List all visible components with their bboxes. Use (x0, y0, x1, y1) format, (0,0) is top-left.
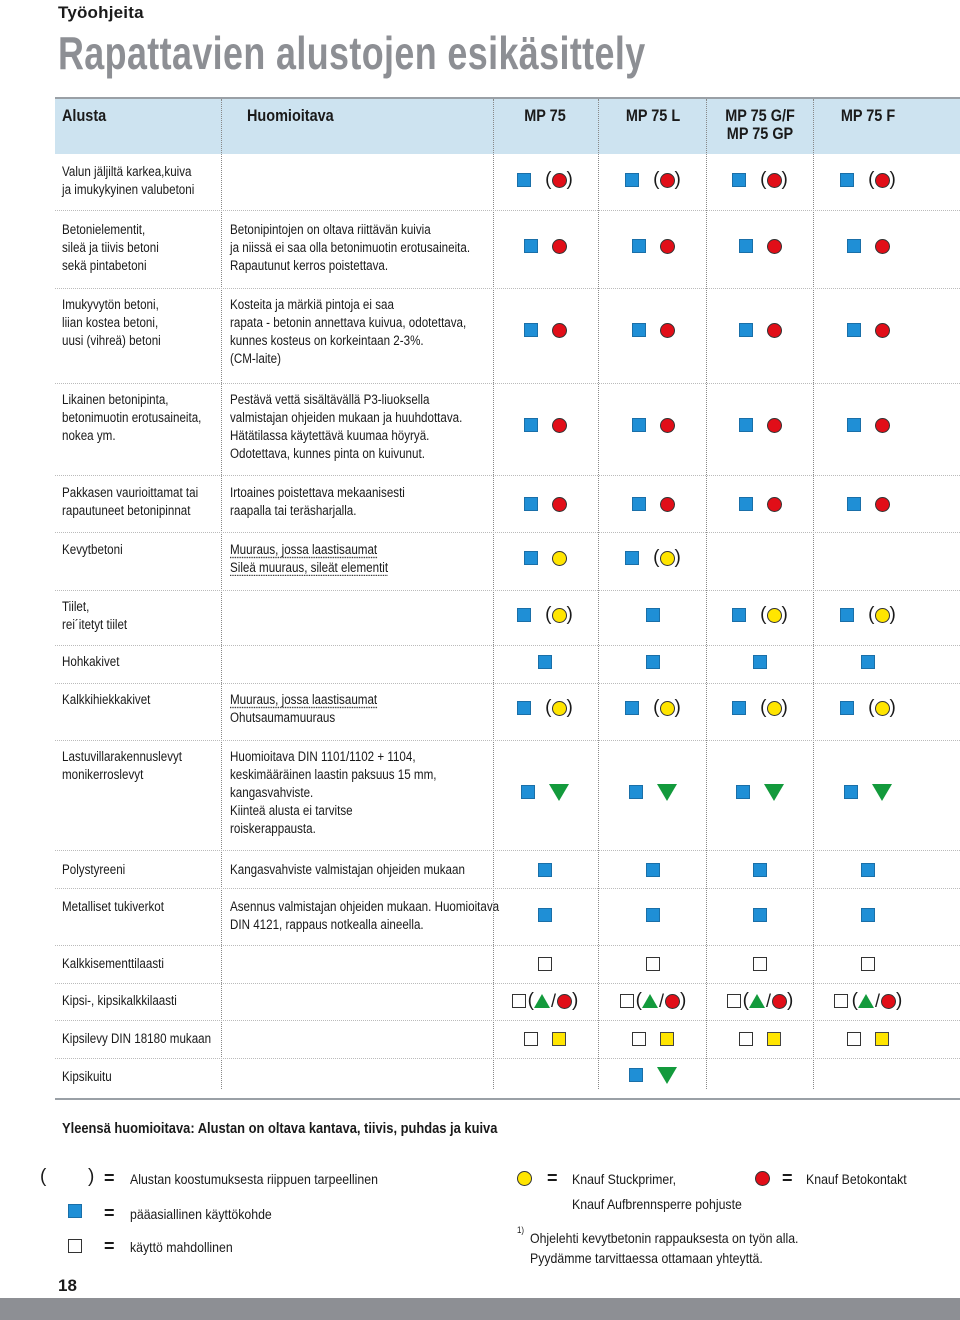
symbol-cell-mp75l (603, 903, 703, 927)
hollow-square-icon (538, 957, 552, 971)
column-divider (706, 99, 707, 1089)
red-circle-icon (660, 323, 675, 338)
symbol-cell-mp75gf (710, 780, 810, 804)
red-circle-icon (767, 173, 782, 188)
page-title: Rapattavien alustojen esikäsittely (58, 27, 646, 79)
substrate-label: Kipsikuitu (62, 1069, 112, 1084)
consideration-text: Muuraus, jossa laastisaumat Sileä muuraus, sileät elementit (230, 542, 389, 575)
row-divider (55, 532, 960, 533)
symbol-cell-mp75l: ( ) (603, 546, 703, 570)
substrate-label: Imukyvytön betoni, liian kostea betoni, uusi (vihreä) betoni (62, 297, 161, 348)
blue-square-icon (517, 173, 531, 187)
symbol-cell-mp75f: ( ) (818, 168, 918, 192)
symbol-cell-mp75f: ( ) (818, 696, 918, 720)
green-triangle-icon (642, 994, 658, 1008)
green-triangle-icon (657, 784, 677, 801)
symbol-cell-mp75gf (710, 234, 810, 258)
yellow-square-icon (660, 1032, 674, 1046)
symbol-cell-mp75l (603, 234, 703, 258)
blue-square-icon (538, 655, 552, 669)
red-circle-icon (875, 173, 890, 188)
symbol-cell-mp75f (818, 952, 918, 976)
green-triangle-icon (534, 994, 550, 1008)
hollow-square-icon (632, 1032, 646, 1046)
yellow-circle-icon (767, 701, 782, 716)
red-circle-icon (772, 994, 787, 1009)
symbol-cell-mp75gf (710, 903, 810, 927)
red-circle-icon (767, 239, 782, 254)
blue-square-icon (632, 418, 646, 432)
legend-paren-close: ) (88, 1166, 95, 1187)
symbol-cell-mp75gf (710, 492, 810, 516)
red-circle-icon (552, 239, 567, 254)
symbol-cell-mp75f: ( ) (818, 603, 918, 627)
substrate-label: Pakkasen vaurioittamat tai rapautuneet betonipinnat (62, 485, 199, 518)
red-circle-icon (875, 418, 890, 433)
hollow-square-icon (646, 957, 660, 971)
section-label: Työohjeita (58, 3, 144, 22)
blue-square-icon (646, 863, 660, 877)
symbol-cell-mp75gf (710, 318, 810, 342)
symbol-cell-mp75f (818, 858, 918, 882)
blue-square-icon (847, 323, 861, 337)
legend-equals: = (104, 1236, 115, 1256)
yellow-circle-icon (660, 551, 675, 566)
footer-bar (0, 1298, 960, 1320)
row-divider (55, 888, 960, 889)
column-divider (493, 99, 494, 1089)
substrate-label: Lastuvillarakennuslevyt monikerroslevyt (62, 749, 183, 782)
symbol-cell-mp75f: ( / ) (818, 989, 918, 1013)
red-circle-icon (552, 173, 567, 188)
symbol-cell-mp75l (603, 492, 703, 516)
symbol-cell-mp75: ( ) (495, 603, 595, 627)
blue-square-icon (732, 608, 746, 622)
row-divider (55, 475, 960, 476)
row-divider (55, 983, 960, 984)
hollow-square-icon (524, 1032, 538, 1046)
consideration-text: Asennus valmistajan ohjeiden mukaan. Huomioitava DIN 4121, rappaus notkealla aineella. (230, 899, 500, 932)
row-divider (55, 683, 960, 684)
general-note: Yleensä huomioitava: Alustan on oltava kantava, tiivis, puhdas ja kuiva (62, 1120, 498, 1137)
blue-square-icon (625, 551, 639, 565)
col-header-mp75gf: MP 75 G/F (725, 106, 795, 125)
table-bottom-rule (55, 1098, 960, 1100)
col-header-mp75f: MP 75 F (840, 106, 896, 125)
blue-square-icon (861, 655, 875, 669)
blue-square-icon (646, 908, 660, 922)
consideration-text: Betonipintojen on oltava riittävän kuivia ja niissä ei saa olla betonimuotin erotusaineita. Rapautunut kerros poistettava. (230, 222, 471, 273)
blue-square-icon (739, 323, 753, 337)
symbol-cell-mp75l (603, 858, 703, 882)
symbol-cell-mp75 (495, 780, 595, 804)
blue-square-icon (847, 497, 861, 511)
consideration-text: Huomioitava DIN 1101/1102 + 1104, keskimääräinen laastin paksuus 15 mm, kangasvahviste. Kiinteä alusta ei tarvitse roiskerappausta. (230, 749, 437, 836)
blue-square-icon (524, 239, 538, 253)
blue-square-icon (736, 785, 750, 799)
symbol-cell-mp75 (495, 858, 595, 882)
symbol-cell-mp75l (603, 952, 703, 976)
substrate-label: Valun jäljiltä karkea,kuiva ja imukykyinen valubetoni (62, 164, 195, 197)
yellow-circle-icon (767, 608, 782, 623)
yellow-circle-icon (875, 608, 890, 623)
symbol-cell-mp75gf: ( ) (710, 696, 810, 720)
yellow-circle-icon (660, 701, 675, 716)
blue-square-icon (753, 908, 767, 922)
blue-square-icon (625, 701, 639, 715)
yellow-square-icon (767, 1032, 781, 1046)
blue-square-icon (524, 497, 538, 511)
symbol-cell-mp75 (495, 903, 595, 927)
legend-equals: = (782, 1168, 793, 1188)
symbol-cell-mp75gf (710, 650, 810, 674)
consideration-text: Kangasvahviste valmistajan ohjeiden mukaan (230, 862, 465, 877)
blue-square-icon (861, 863, 875, 877)
substrate-label: Tiilet, rei´itetyt tiilet (62, 599, 128, 632)
symbol-cell-mp75: ( / ) (495, 989, 595, 1013)
symbol-cell-mp75l (603, 1063, 703, 1087)
row-divider (55, 1020, 960, 1021)
col-header-alusta: Alusta (62, 106, 107, 125)
symbol-cell-mp75f (818, 413, 918, 437)
symbol-cell-mp75 (495, 650, 595, 674)
symbol-cell-mp75 (495, 492, 595, 516)
green-triangle-icon (657, 1067, 677, 1084)
symbol-cell-mp75gf (710, 413, 810, 437)
consideration-text: Irtoaines poistettava mekaanisesti raapalla tai teräsharjalla. (230, 485, 405, 518)
col-header-mp75gp: MP 75 GP (726, 124, 794, 143)
row-divider (55, 210, 960, 211)
yellow-circle-icon (552, 551, 567, 566)
symbol-cell-mp75f (818, 234, 918, 258)
substrate-label: Kevytbetoni (62, 542, 123, 557)
symbol-cell-mp75f (818, 492, 918, 516)
blue-square-icon (847, 418, 861, 432)
red-circle-icon (755, 1171, 770, 1186)
symbol-cell-mp75l (603, 1027, 703, 1051)
red-circle-icon (881, 994, 896, 1009)
hollow-square-icon (834, 994, 848, 1008)
hollow-square-icon (620, 994, 634, 1008)
hollow-square-icon (847, 1032, 861, 1046)
consideration-text: Kosteita ja märkiä pintoja ei saa rapata - betonin annettava kuivua, odotettava, kunnes kosteus on korkeintaan 2-3%. (CM-laite) (230, 297, 467, 366)
legend-yellow-circle-text: Knauf Stuckprimer, (572, 1171, 677, 1187)
yellow-circle-icon (517, 1171, 532, 1186)
symbol-cell-mp75 (495, 952, 595, 976)
red-circle-icon (875, 239, 890, 254)
blue-square-icon (753, 655, 767, 669)
blue-square-icon (732, 701, 746, 715)
blue-square-icon (847, 239, 861, 253)
red-circle-icon (660, 239, 675, 254)
symbol-cell-mp75l (603, 780, 703, 804)
blue-square-icon (538, 908, 552, 922)
symbol-cell-mp75l (603, 413, 703, 437)
symbol-cell-mp75 (495, 318, 595, 342)
hollow-square-icon (861, 957, 875, 971)
yellow-circle-icon (552, 701, 567, 716)
symbol-cell-mp75gf (710, 858, 810, 882)
symbol-cell-mp75l (603, 603, 703, 627)
symbol-cell-mp75gf (710, 952, 810, 976)
symbol-cell-mp75l (603, 318, 703, 342)
blue-square-icon (538, 863, 552, 877)
legend-hollow-square-text: käyttö mahdollinen (130, 1239, 233, 1255)
col-header-huomioitava: Huomioitava (247, 106, 334, 125)
yellow-square-icon (552, 1032, 566, 1046)
row-divider (55, 288, 960, 289)
symbol-cell-mp75 (495, 1027, 595, 1051)
row-divider (55, 590, 960, 591)
symbol-cell-mp75f (818, 318, 918, 342)
blue-square-icon (840, 608, 854, 622)
substrate-label: Polystyreeni (62, 862, 126, 877)
red-circle-icon (665, 994, 680, 1009)
green-triangle-icon (549, 784, 569, 801)
red-circle-icon (767, 323, 782, 338)
symbol-cell-mp75gf: ( / ) (710, 989, 810, 1013)
legend-paren-open: ( (40, 1166, 47, 1187)
red-circle-icon (552, 323, 567, 338)
symbol-cell-mp75f (818, 903, 918, 927)
blue-square-icon (646, 655, 660, 669)
blue-square-icon (521, 785, 535, 799)
symbol-cell-mp75l: ( ) (603, 696, 703, 720)
blue-square-icon (844, 785, 858, 799)
col-header-mp75: MP 75 (524, 106, 566, 125)
red-circle-icon (767, 418, 782, 433)
red-circle-icon (660, 418, 675, 433)
blue-square-icon (840, 173, 854, 187)
symbol-cell-mp75 (495, 546, 595, 570)
column-divider (598, 99, 599, 1089)
green-triangle-icon (749, 994, 765, 1008)
blue-square-icon (632, 239, 646, 253)
blue-square-icon (632, 323, 646, 337)
green-triangle-icon (764, 784, 784, 801)
symbol-cell-mp75l (603, 650, 703, 674)
blue-square-icon (68, 1204, 82, 1218)
legend-blue-square-text: pääasiallinen käyttökohde (130, 1206, 272, 1222)
blue-square-icon (524, 418, 538, 432)
blue-square-icon (632, 497, 646, 511)
symbol-cell-mp75 (495, 234, 595, 258)
symbol-cell-mp75gf (710, 1027, 810, 1051)
substrate-label: Kipsilevy DIN 18180 mukaan (62, 1031, 212, 1046)
substrate-label: Hohkakivet (62, 654, 120, 669)
symbol-cell-mp75l: ( ) (603, 168, 703, 192)
blue-square-icon (524, 323, 538, 337)
row-divider (55, 1058, 960, 1059)
hollow-square-icon (753, 957, 767, 971)
red-circle-icon (767, 497, 782, 512)
blue-square-icon (861, 908, 875, 922)
yellow-square-icon (875, 1032, 889, 1046)
symbol-cell-mp75: ( ) (495, 696, 595, 720)
blue-square-icon (517, 608, 531, 622)
blue-square-icon (739, 497, 753, 511)
blue-square-icon (646, 608, 660, 622)
blue-square-icon (840, 701, 854, 715)
hollow-square-icon (68, 1239, 82, 1253)
row-divider (55, 850, 960, 851)
blue-square-icon (739, 418, 753, 432)
footnote-text: Pyydämme tarvittaessa ottamaan yhteyttä. (530, 1250, 763, 1266)
blue-square-icon (732, 173, 746, 187)
col-header-mp75l: MP 75 L (625, 106, 681, 125)
red-circle-icon (660, 173, 675, 188)
red-circle-icon (557, 994, 572, 1009)
hollow-square-icon (727, 994, 741, 1008)
green-triangle-icon (872, 784, 892, 801)
page-number: 18 (58, 1276, 77, 1295)
substrate-label: Kipsi-, kipsikalkkilaasti (62, 993, 177, 1008)
symbol-cell-mp75 (495, 413, 595, 437)
footnote-text: Ohjelehti kevytbetonin rappauksesta on työn alla. (530, 1230, 799, 1246)
legend-equals: = (104, 1168, 115, 1188)
legend-red-circle-text: Knauf Betokontakt (806, 1171, 907, 1187)
symbol-cell-mp75f (818, 780, 918, 804)
symbol-cell-mp75f (818, 650, 918, 674)
row-divider (55, 383, 960, 384)
yellow-circle-icon (552, 608, 567, 623)
red-circle-icon (660, 497, 675, 512)
legend-yellow-circle-text: Knauf Aufbrennsperre pohjuste (572, 1196, 742, 1212)
row-divider (55, 945, 960, 946)
consideration-text: Pestävä vettä sisältävällä P3-liuoksella valmistajan ohjeiden mukaan ja huuhdottava. Hätätilassa käytettävä kuumaa höyryä. Odotettava, kunnes pinta on kuivunut. (230, 392, 463, 461)
substrate-label: Metalliset tukiverkot (62, 899, 164, 914)
symbol-cell-mp75gf: ( ) (710, 168, 810, 192)
legend-equals: = (547, 1168, 558, 1188)
consideration-text: Muuraus, jossa laastisaumat Ohutsaumamuuraus (230, 692, 378, 725)
symbol-cell-mp75l: ( / ) (603, 989, 703, 1013)
red-circle-icon (552, 418, 567, 433)
blue-square-icon (524, 551, 538, 565)
blue-square-icon (517, 701, 531, 715)
column-divider (221, 99, 222, 1089)
blue-square-icon (629, 1068, 643, 1082)
yellow-circle-icon (875, 701, 890, 716)
substrate-label: Kalkkihiekkakivet (62, 692, 151, 707)
hollow-square-icon (739, 1032, 753, 1046)
red-circle-icon (552, 497, 567, 512)
legend-paren-text: Alustan koostumuksesta riippuen tarpeellinen (130, 1171, 378, 1187)
symbol-cell-mp75: ( ) (495, 168, 595, 192)
row-divider (55, 740, 960, 741)
row-divider (55, 645, 960, 646)
substrate-label: Betonielementit, sileä ja tiivis betoni sekä pintabetoni (62, 222, 159, 273)
substrate-label: Kalkkisementtilaasti (62, 956, 164, 971)
symbol-cell-mp75f (818, 1027, 918, 1051)
blue-square-icon (739, 239, 753, 253)
footnote-mark: 1) (517, 1225, 525, 1235)
substrate-label: Likainen betonipinta, betonimuotin erotusaineita, nokea ym. (62, 392, 202, 443)
blue-square-icon (625, 173, 639, 187)
blue-square-icon (753, 863, 767, 877)
column-divider (813, 99, 814, 1089)
hollow-square-icon (512, 994, 526, 1008)
blue-square-icon (629, 785, 643, 799)
symbol-cell-mp75gf: ( ) (710, 603, 810, 627)
red-circle-icon (875, 323, 890, 338)
red-circle-icon (875, 497, 890, 512)
legend-equals: = (104, 1203, 115, 1223)
green-triangle-icon (858, 994, 874, 1008)
